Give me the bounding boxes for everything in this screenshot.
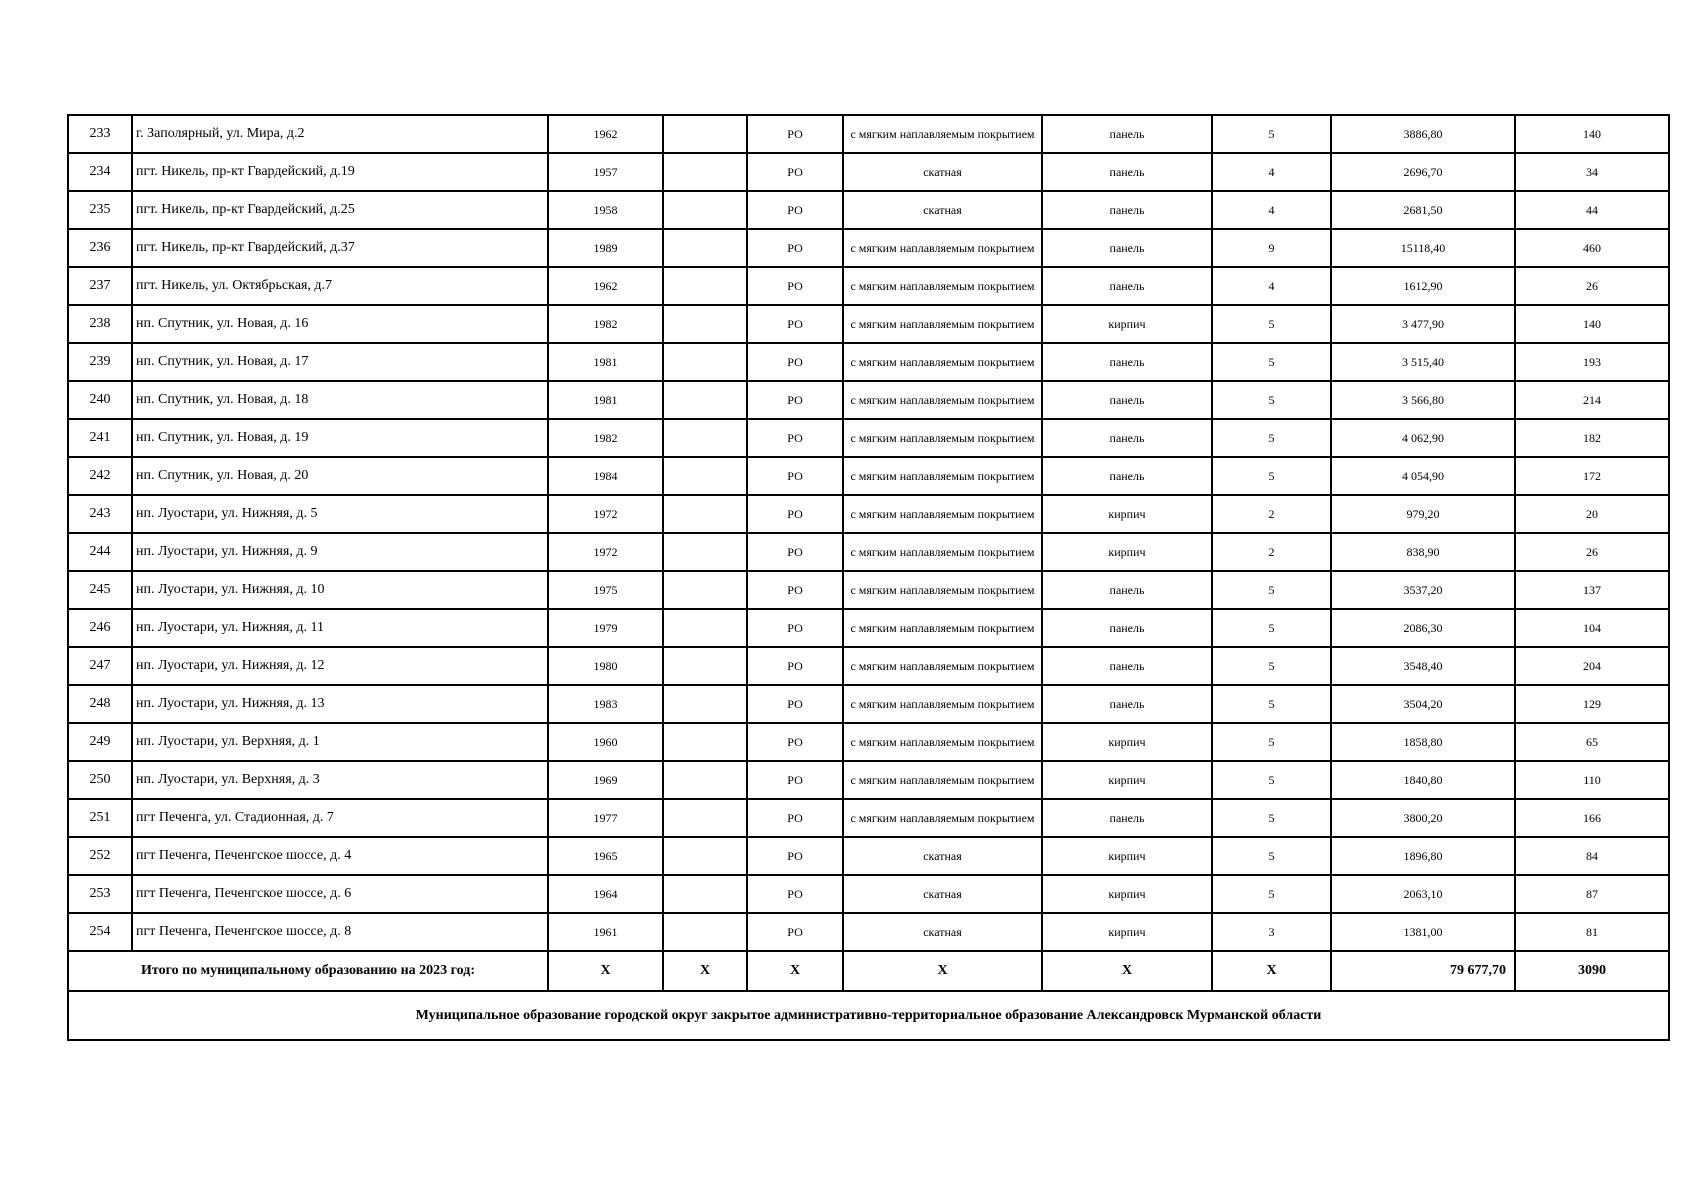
section-header-row: [68, 991, 1669, 1040]
row-residents: 193: [1515, 343, 1669, 381]
table-row: [68, 837, 1669, 875]
row-floors: 2: [1212, 533, 1331, 571]
table-body: [68, 115, 1669, 1040]
row-number: 238: [68, 305, 132, 343]
row-area: 2681,50: [1331, 191, 1515, 229]
row-number: 246: [68, 609, 132, 647]
row-year: 1962: [548, 267, 663, 305]
row-program: РО: [747, 875, 843, 913]
row-wall-material: панель: [1042, 571, 1212, 609]
row-number: 240: [68, 381, 132, 419]
row-wall-material: кирпич: [1042, 913, 1212, 951]
row-year: 1977: [548, 799, 663, 837]
total-mark: X: [663, 951, 747, 991]
row-address: нп. Луостари, ул. Нижняя, д. 11: [132, 609, 548, 647]
row-roof-type: с мягким наплавляемым покрытием: [843, 419, 1042, 457]
row-empty-cell: [663, 799, 747, 837]
row-floors: 4: [1212, 153, 1331, 191]
row-floors: 5: [1212, 837, 1331, 875]
table-row: [68, 495, 1669, 533]
row-wall-material: панель: [1042, 343, 1212, 381]
row-floors: 5: [1212, 875, 1331, 913]
table-row: [68, 799, 1669, 837]
document-page: [67, 114, 1668, 1041]
row-wall-material: панель: [1042, 191, 1212, 229]
row-floors: 4: [1212, 267, 1331, 305]
row-area: 3800,20: [1331, 799, 1515, 837]
row-year: 1965: [548, 837, 663, 875]
total-mark: X: [843, 951, 1042, 991]
table-row: [68, 761, 1669, 799]
row-empty-cell: [663, 913, 747, 951]
row-year: 1958: [548, 191, 663, 229]
row-roof-type: с мягким наплавляемым покрытием: [843, 267, 1042, 305]
row-program: РО: [747, 229, 843, 267]
row-program: РО: [747, 571, 843, 609]
row-floors: 4: [1212, 191, 1331, 229]
total-mark: X: [1212, 951, 1331, 991]
row-empty-cell: [663, 153, 747, 191]
row-residents: 104: [1515, 609, 1669, 647]
row-floors: 5: [1212, 381, 1331, 419]
row-empty-cell: [663, 875, 747, 913]
table-row: [68, 419, 1669, 457]
row-floors: 9: [1212, 229, 1331, 267]
row-empty-cell: [663, 381, 747, 419]
row-number: 248: [68, 685, 132, 723]
row-program: РО: [747, 723, 843, 761]
table-row: [68, 875, 1669, 913]
row-address: нп. Луостари, ул. Верхняя, д. 1: [132, 723, 548, 761]
table-row: [68, 647, 1669, 685]
row-wall-material: кирпич: [1042, 837, 1212, 875]
row-wall-material: кирпич: [1042, 875, 1212, 913]
total-residents: 3090: [1515, 951, 1669, 991]
row-area: 1381,00: [1331, 913, 1515, 951]
row-area: 3 566,80: [1331, 381, 1515, 419]
row-program: РО: [747, 419, 843, 457]
row-program: РО: [747, 191, 843, 229]
row-number: 247: [68, 647, 132, 685]
row-roof-type: с мягким наплавляемым покрытием: [843, 761, 1042, 799]
row-wall-material: кирпич: [1042, 533, 1212, 571]
row-year: 1979: [548, 609, 663, 647]
row-number: 244: [68, 533, 132, 571]
row-roof-type: с мягким наплавляемым покрытием: [843, 533, 1042, 571]
row-area: 3886,80: [1331, 115, 1515, 153]
row-residents: 26: [1515, 267, 1669, 305]
table-row: [68, 571, 1669, 609]
row-roof-type: скатная: [843, 837, 1042, 875]
row-address: нп. Луостари, ул. Нижняя, д. 9: [132, 533, 548, 571]
row-number: 235: [68, 191, 132, 229]
total-mark: X: [1042, 951, 1212, 991]
row-number: 241: [68, 419, 132, 457]
row-program: РО: [747, 115, 843, 153]
row-residents: 84: [1515, 837, 1669, 875]
section-title: Муниципальное образование городской округ закрытое административно-территориальное образование Александровск Мурманской области: [68, 991, 1669, 1040]
row-roof-type: с мягким наплавляемым покрытием: [843, 229, 1042, 267]
row-residents: 44: [1515, 191, 1669, 229]
row-residents: 34: [1515, 153, 1669, 191]
row-roof-type: с мягким наплавляемым покрытием: [843, 457, 1042, 495]
total-area: 79 677,70: [1331, 951, 1515, 991]
table-row: [68, 343, 1669, 381]
row-residents: 129: [1515, 685, 1669, 723]
row-number: 237: [68, 267, 132, 305]
row-wall-material: кирпич: [1042, 761, 1212, 799]
row-area: 4 062,90: [1331, 419, 1515, 457]
row-residents: 166: [1515, 799, 1669, 837]
row-program: РО: [747, 495, 843, 533]
row-area: 15118,40: [1331, 229, 1515, 267]
row-number: 243: [68, 495, 132, 533]
row-address: пгт Печенга, Печенгское шоссе, д. 8: [132, 913, 548, 951]
row-empty-cell: [663, 457, 747, 495]
row-wall-material: панель: [1042, 419, 1212, 457]
row-roof-type: с мягким наплавляемым покрытием: [843, 571, 1042, 609]
row-floors: 5: [1212, 647, 1331, 685]
row-year: 1982: [548, 305, 663, 343]
row-year: 1981: [548, 381, 663, 419]
row-floors: 5: [1212, 685, 1331, 723]
row-year: 1972: [548, 533, 663, 571]
row-empty-cell: [663, 267, 747, 305]
row-year: 1962: [548, 115, 663, 153]
row-floors: 5: [1212, 457, 1331, 495]
row-empty-cell: [663, 343, 747, 381]
table-row: [68, 457, 1669, 495]
row-roof-type: с мягким наплавляемым покрытием: [843, 495, 1042, 533]
row-floors: 3: [1212, 913, 1331, 951]
row-address: нп. Луостари, ул. Нижняя, д. 12: [132, 647, 548, 685]
row-number: 236: [68, 229, 132, 267]
row-number: 249: [68, 723, 132, 761]
row-empty-cell: [663, 115, 747, 153]
table-row: [68, 267, 1669, 305]
row-floors: 5: [1212, 343, 1331, 381]
row-address: пгт Печенга, ул. Стадионная, д. 7: [132, 799, 548, 837]
row-number: 250: [68, 761, 132, 799]
row-roof-type: с мягким наплавляемым покрытием: [843, 609, 1042, 647]
total-mark: X: [747, 951, 843, 991]
row-roof-type: с мягким наплавляемым покрытием: [843, 305, 1042, 343]
total-row: [68, 951, 1669, 991]
table-row: [68, 913, 1669, 951]
table-row: [68, 533, 1669, 571]
row-empty-cell: [663, 571, 747, 609]
row-area: 3 515,40: [1331, 343, 1515, 381]
row-program: РО: [747, 457, 843, 495]
row-program: РО: [747, 609, 843, 647]
row-roof-type: с мягким наплавляемым покрытием: [843, 381, 1042, 419]
row-number: 234: [68, 153, 132, 191]
row-floors: 2: [1212, 495, 1331, 533]
row-empty-cell: [663, 761, 747, 799]
row-area: 2696,70: [1331, 153, 1515, 191]
row-address: пгт. Никель, пр-кт Гвардейский, д.19: [132, 153, 548, 191]
row-year: 1982: [548, 419, 663, 457]
row-year: 1984: [548, 457, 663, 495]
row-residents: 460: [1515, 229, 1669, 267]
row-roof-type: скатная: [843, 913, 1042, 951]
row-program: РО: [747, 153, 843, 191]
row-number: 239: [68, 343, 132, 381]
row-address: нп. Спутник, ул. Новая, д. 17: [132, 343, 548, 381]
row-floors: 5: [1212, 571, 1331, 609]
row-program: РО: [747, 343, 843, 381]
table-row: [68, 305, 1669, 343]
row-roof-type: с мягким наплавляемым покрытием: [843, 647, 1042, 685]
row-year: 1972: [548, 495, 663, 533]
row-program: РО: [747, 799, 843, 837]
table-row: [68, 229, 1669, 267]
row-number: 253: [68, 875, 132, 913]
row-address: нп. Луостари, ул. Нижняя, д. 13: [132, 685, 548, 723]
row-floors: 5: [1212, 115, 1331, 153]
row-residents: 204: [1515, 647, 1669, 685]
table-row: [68, 609, 1669, 647]
row-floors: 5: [1212, 761, 1331, 799]
row-wall-material: панель: [1042, 229, 1212, 267]
row-floors: 5: [1212, 609, 1331, 647]
total-label: Итого по муниципальному образованию на 2023 год:: [68, 951, 548, 991]
table-row: [68, 191, 1669, 229]
row-residents: 26: [1515, 533, 1669, 571]
row-area: 2063,10: [1331, 875, 1515, 913]
row-empty-cell: [663, 647, 747, 685]
row-year: 1964: [548, 875, 663, 913]
row-year: 1975: [548, 571, 663, 609]
row-year: 1960: [548, 723, 663, 761]
row-program: РО: [747, 837, 843, 875]
row-number: 245: [68, 571, 132, 609]
row-wall-material: панель: [1042, 647, 1212, 685]
row-number: 242: [68, 457, 132, 495]
row-wall-material: панель: [1042, 609, 1212, 647]
row-empty-cell: [663, 305, 747, 343]
row-number: 233: [68, 115, 132, 153]
row-residents: 182: [1515, 419, 1669, 457]
row-empty-cell: [663, 419, 747, 457]
row-area: 1896,80: [1331, 837, 1515, 875]
table-row: [68, 723, 1669, 761]
row-empty-cell: [663, 495, 747, 533]
row-program: РО: [747, 761, 843, 799]
row-empty-cell: [663, 723, 747, 761]
row-area: 3504,20: [1331, 685, 1515, 723]
row-residents: 87: [1515, 875, 1669, 913]
row-roof-type: с мягким наплавляемым покрытием: [843, 115, 1042, 153]
row-residents: 140: [1515, 115, 1669, 153]
row-address: г. Заполярный, ул. Мира, д.2: [132, 115, 548, 153]
row-program: РО: [747, 267, 843, 305]
row-year: 1969: [548, 761, 663, 799]
row-wall-material: кирпич: [1042, 305, 1212, 343]
row-address: нп. Луостари, ул. Нижняя, д. 5: [132, 495, 548, 533]
row-program: РО: [747, 685, 843, 723]
row-residents: 214: [1515, 381, 1669, 419]
row-year: 1957: [548, 153, 663, 191]
row-roof-type: скатная: [843, 875, 1042, 913]
row-address: нп. Спутник, ул. Новая, д. 20: [132, 457, 548, 495]
row-address: нп. Спутник, ул. Новая, д. 19: [132, 419, 548, 457]
row-area: 838,90: [1331, 533, 1515, 571]
row-area: 1612,90: [1331, 267, 1515, 305]
table-row: [68, 153, 1669, 191]
row-program: РО: [747, 381, 843, 419]
row-empty-cell: [663, 837, 747, 875]
row-year: 1989: [548, 229, 663, 267]
row-residents: 81: [1515, 913, 1669, 951]
row-address: пгт. Никель, пр-кт Гвардейский, д.37: [132, 229, 548, 267]
row-empty-cell: [663, 533, 747, 571]
table-row: [68, 115, 1669, 153]
housing-table: [67, 114, 1670, 1041]
row-address: пгт Печенга, Печенгское шоссе, д. 4: [132, 837, 548, 875]
row-floors: 5: [1212, 799, 1331, 837]
row-floors: 5: [1212, 419, 1331, 457]
row-area: 1858,80: [1331, 723, 1515, 761]
row-address: нп. Спутник, ул. Новая, д. 16: [132, 305, 548, 343]
row-area: 3 477,90: [1331, 305, 1515, 343]
row-empty-cell: [663, 229, 747, 267]
row-wall-material: панель: [1042, 115, 1212, 153]
row-empty-cell: [663, 685, 747, 723]
row-roof-type: скатная: [843, 153, 1042, 191]
row-roof-type: с мягким наплавляемым покрытием: [843, 799, 1042, 837]
table-row: [68, 685, 1669, 723]
row-address: пгт Печенга, Печенгское шоссе, д. 6: [132, 875, 548, 913]
row-program: РО: [747, 305, 843, 343]
row-wall-material: кирпич: [1042, 723, 1212, 761]
row-residents: 110: [1515, 761, 1669, 799]
row-program: РО: [747, 533, 843, 571]
row-number: 252: [68, 837, 132, 875]
row-wall-material: панель: [1042, 685, 1212, 723]
row-wall-material: панель: [1042, 799, 1212, 837]
row-wall-material: панель: [1042, 381, 1212, 419]
row-year: 1981: [548, 343, 663, 381]
row-floors: 5: [1212, 723, 1331, 761]
row-empty-cell: [663, 191, 747, 229]
row-roof-type: с мягким наплавляемым покрытием: [843, 723, 1042, 761]
total-mark: X: [548, 951, 663, 991]
row-residents: 172: [1515, 457, 1669, 495]
row-wall-material: панель: [1042, 153, 1212, 191]
row-area: 4 054,90: [1331, 457, 1515, 495]
row-residents: 65: [1515, 723, 1669, 761]
row-wall-material: панель: [1042, 457, 1212, 495]
row-roof-type: с мягким наплавляемым покрытием: [843, 343, 1042, 381]
row-area: 3548,40: [1331, 647, 1515, 685]
row-address: пгт. Никель, пр-кт Гвардейский, д.25: [132, 191, 548, 229]
row-empty-cell: [663, 609, 747, 647]
row-number: 254: [68, 913, 132, 951]
row-residents: 20: [1515, 495, 1669, 533]
row-area: 979,20: [1331, 495, 1515, 533]
row-residents: 137: [1515, 571, 1669, 609]
row-program: РО: [747, 647, 843, 685]
row-year: 1980: [548, 647, 663, 685]
row-roof-type: скатная: [843, 191, 1042, 229]
row-year: 1983: [548, 685, 663, 723]
row-number: 251: [68, 799, 132, 837]
table-row: [68, 381, 1669, 419]
row-address: нп. Спутник, ул. Новая, д. 18: [132, 381, 548, 419]
row-program: РО: [747, 913, 843, 951]
row-address: пгт. Никель, ул. Октябрьская, д.7: [132, 267, 548, 305]
row-area: 2086,30: [1331, 609, 1515, 647]
row-residents: 140: [1515, 305, 1669, 343]
row-address: нп. Луостари, ул. Верхняя, д. 3: [132, 761, 548, 799]
row-roof-type: с мягким наплавляемым покрытием: [843, 685, 1042, 723]
row-area: 1840,80: [1331, 761, 1515, 799]
row-wall-material: кирпич: [1042, 495, 1212, 533]
row-area: 3537,20: [1331, 571, 1515, 609]
row-year: 1961: [548, 913, 663, 951]
row-wall-material: панель: [1042, 267, 1212, 305]
row-address: нп. Луостари, ул. Нижняя, д. 10: [132, 571, 548, 609]
row-floors: 5: [1212, 305, 1331, 343]
